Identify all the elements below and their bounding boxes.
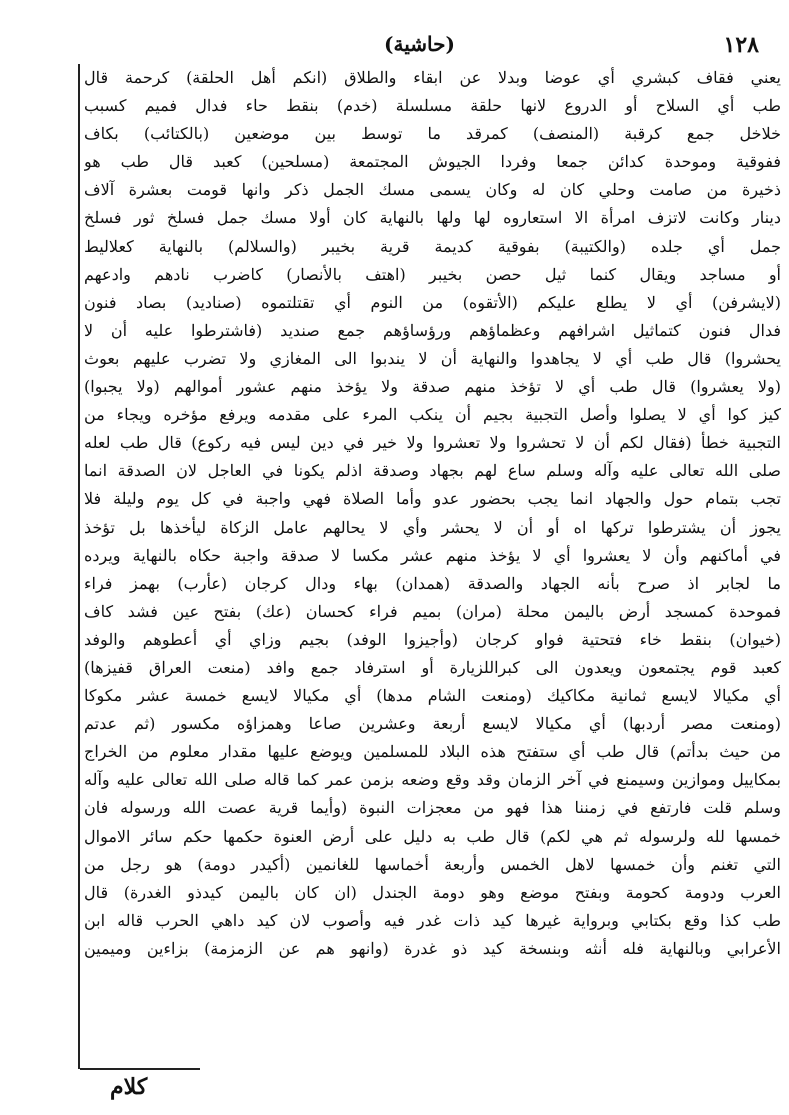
text-line: ففوقية وموحدة كدائن جمعا وفردا الجيوش المجتمعة (مسلحين) كعبد قال طب هو: [84, 152, 781, 172]
text-line: دينار وكانت لاتزف امرأة الا استعاروه لها ولها بالنهاية كان أولا مسك جمل فسلخ ثور فسلخ: [84, 208, 781, 228]
text-line: ذخيرة من صامت وحلي كان له وكان يسمى مسك الجمل ذكر وانها قومت بعشرة آلاف: [84, 180, 781, 200]
text-line: وسلم قلت فارتفع في زمننا هذا فهو من معجزات النبوة (وأيما قرية عصت الله ورسوله فان: [84, 798, 781, 818]
text-line: (خيوان) بنقط خاء فتحتية فواو كرجان (وأجيزوا الوفد) بجيم وزاي أي أعطوهم والوفد: [84, 629, 781, 649]
text-line: (ومنعت مصر أردبها) أي مكيالا لايسع أربعة وعشرين صاعا وهمزاؤه مكسور (ثم عدتم: [84, 714, 781, 734]
text-line: من حيث بدأتم) قال طب أي ستفتح هذه البلاد للمسلمين ويوضع عليها مقدار معلوم من الخراج: [84, 742, 781, 762]
text-line: صلى الله تعالى عليه وآله وسلم ساع لهم بجهاد وصدقة اذلم يكونا في العاجل لان الصدقة انما: [84, 461, 781, 481]
text-line: فموحدة كمسجد أرض باليمن محلة (مران) بميم فراء كحسان (عك) بفتح عين فشد كاف: [84, 601, 781, 621]
text-line: يعني فقاف كبشري أي عوضا وبدلا عن ابقاء والطلاق (انكم أهل الحلقة) كرحمة قال: [84, 68, 781, 87]
text-line: جمل أي جلده (والكتيبة) بفوقية كديمة قرية بخيبر (والسلالم) بالنهاية كعلاليط: [84, 236, 781, 256]
catchword: كلام: [110, 1074, 148, 1100]
text-line: طب كذا وقع بكتابي وبرواية غيرها كيد ذات غدر فيه وأصوب لان كيد داهي الحرب قاله ابن: [84, 910, 781, 930]
text-block: [84, 64, 781, 1076]
page-header: [80, 32, 759, 62]
text-line: التي تغنم وأن خمسها لاهل الخمس وأربعة أخماسها للغانمين (أكيدر دومة) هو رجل من: [84, 854, 781, 874]
text-line: كعبد قوم يجتمعون ويعدون الى كبراللزيارة أو استرفاد جمع وافد (منعت العراق قفيزها): [84, 657, 781, 677]
text-line: (ولا يعشروا) قال طب أي لا تؤخذ منهم صدقة ولا يؤخذ منهم عشور أموالهم (ولا يجبوا): [84, 377, 781, 397]
text-line: يجوز أن يشترطوا تركها اه أو أن لا يحشر وأي لا يحالهم عامل الزكاة ليأخذها بل تؤخذ: [84, 517, 781, 537]
text-line: بمكاييل وموازين وسيمنع في آخر الزمان وقد وقع وضعه بزمن عمر كما قاله صلى الله تعالى عليه وآله: [84, 770, 781, 790]
text-line: خلاخل جمع كرقبة (المنصف) كمرقد ما توسط بين موضعين (بالكتائب) بكاف: [84, 124, 781, 144]
left-margin-rule: [78, 64, 80, 1069]
text-line: أو مساجد ويقال كنما ثيل حصن بخيبر (اهتف بالأنصار) كاضرب نادهم وادعهم: [84, 264, 781, 284]
text-line: يحشروا) قال طب أي لا يجاهدوا والنهاية أن لا يندبوا الى المغازي ولا تضرب عليهم بعوث: [84, 348, 781, 368]
text-line: (لايشرفن) أي لا يطلع عليكم (الأتقوه) من النوم أي تقتلتموه (صناديد) بصاد فنون: [84, 292, 781, 312]
text-line: أي مكيالا لايسع ثمانية مكاكيك (ومنعت الشام مدها) أي مكيالا لايسع خمسة عشر مكوكا: [84, 686, 781, 706]
text-line: كيز كوا أي لا يصلوا وأصل التجبية بجيم أن ينكب المرء على مقدمه ويرفع مؤخره ويجاء من: [84, 405, 781, 425]
text-line: ما لجابر اذ صرح بأنه الجهاد والصدقة (همدان) بهاء ودال كرجان (عأرب) بهمز فراء: [84, 573, 781, 593]
text-line: التجبية خطأ (فقال لكم أن لا تحشروا ولا تعشروا ولا خير في دين ليس فيه ركوع) قال طب لعله: [84, 433, 781, 453]
catchword-rule: [80, 1068, 200, 1070]
text-line: العرب ودومة كحومة وبفتح موضع وهو دومة الجندل (ان كان باليمن كيدذو الغدرة) قال: [84, 882, 781, 902]
text-line: في أماكنهم وأن لا يعشروا أي لا يؤخذ منهم عشر مكسا لا صدقة واجبة حكاه بالنهاية ويرده: [84, 545, 781, 565]
text-line: الأعرابي وبالنهاية فله أنثه وبنسخة كيد ذو غدرة (وانهو هم عن الزمزمة) بزاءين وميمين: [84, 938, 781, 958]
text-line: تجب بتمام حول والجهاد انما يجب بحضور عدو وأما الصلاة فهي واجبة في كل يوم وليلة فلا: [84, 489, 781, 509]
running-title: (حاشية): [384, 32, 455, 56]
text-line: فدال فنون كتماثيل اشرافهم وعظماؤهم ورؤساؤهم جمع صنديد (فاشترطوا عليه أن لا: [84, 320, 781, 340]
text-line: طب أي السلاح أو الدروع لانها حلقة مسلسلة (خدم) بنقط حاء فدال فميم كسبب: [84, 96, 781, 116]
text-line: خمسها لله ولرسوله ثم هي لكم) قال طب به دليل على أرض العنوة حكمها حكم سائر الاموال: [84, 826, 781, 846]
page-number: ١٢٨: [723, 32, 759, 58]
